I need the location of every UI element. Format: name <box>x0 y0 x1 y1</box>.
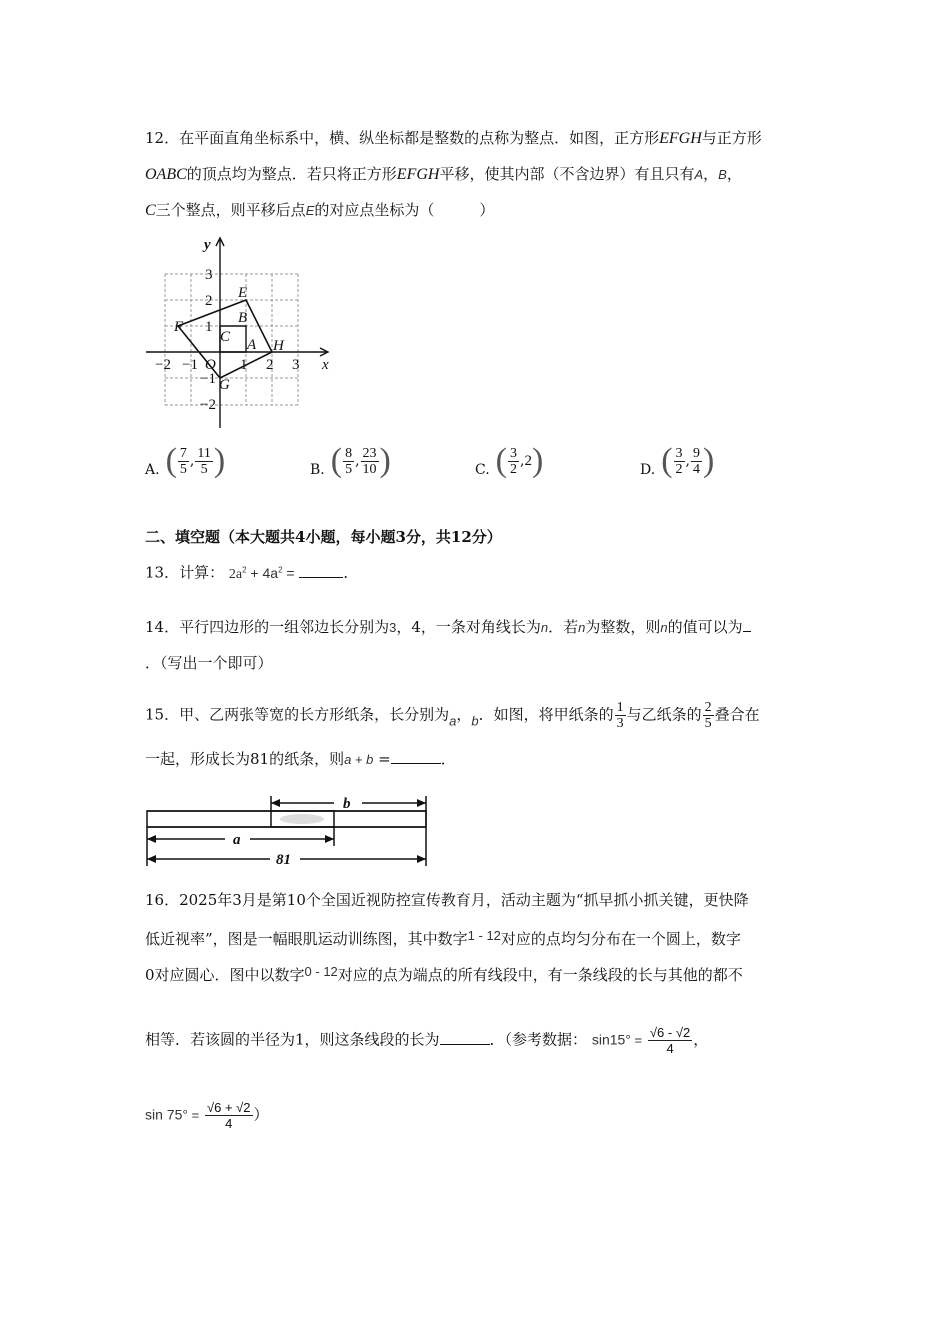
q14-line1: 14．平行四边形的一组邻边长分别为3，4，一条对角线长为n．若n为整数，则n的值可以为 <box>145 617 751 638</box>
y-tick: 3 <box>205 267 213 283</box>
y-tick: −2 <box>200 397 216 413</box>
strip-label-total: 81 <box>276 852 291 868</box>
q16-line4: 相等．若该圆的半径为1，则这条线段的长为 ．（参考数据： sin15° = $\frac{√6 - √2}{4}$ ， <box>145 1025 709 1056</box>
x-tick: −1 <box>182 357 198 373</box>
section-heading: 二、填空题（本大题共4小题，每小题3分，共12分） <box>145 528 502 546</box>
q16-line5: sin 75° = $\frac{√6 + √2}{4}$ ） <box>145 1100 269 1131</box>
strip-label-b: b <box>343 796 351 812</box>
option-a[interactable]: A. ( $\frac{7}{5}$ , $\frac{11}{5}$ ) <box>145 442 226 479</box>
q16-line3: 0对应圆心．图中以数字0 - 12对应的点为端点的所有线段中，有一条线段的长与其他的都不 <box>145 964 743 984</box>
strip-label-a: a <box>233 832 241 848</box>
overlap-blur <box>280 814 324 824</box>
x-tick: 3 <box>292 357 300 373</box>
option-d[interactable]: D. ( $\frac{3}{2}$ , $\frac{9}{4}$ ) <box>640 442 715 479</box>
q12-line2: OABC的顶点均为整点．若只将正方形EFGH平移，使其内部（不含边界）有且只有A，B， <box>145 165 742 183</box>
q16-line2: 低近视率”，图是一幅眼肌运动训练图，其中数字1 - 12对应的点均匀分布在一个圆上，数字 <box>145 928 741 948</box>
option-b[interactable]: B. ( $\frac{8}{5}$ , $\frac{23}{10}$ ) <box>310 442 391 479</box>
point-label-b: B <box>238 310 248 326</box>
q15-line2: 一起，形成长为81的纸条，则a + b = ． <box>145 750 456 768</box>
q12-line3: C三个整点，则平移后点E的对应点坐标为（ ） <box>145 201 495 219</box>
y-axis-label: y <box>204 237 211 253</box>
q15-paper-strip-figure <box>140 790 440 870</box>
q16-line1: 16．2025年3月是第10个全国近视防控宣传教育月，活动主题为“抓早抓小抓关键，更快降 <box>145 891 749 909</box>
option-c[interactable]: C. ( $\frac{3}{2}$ , 2 ) <box>475 442 544 479</box>
q13: 13．计算： $2a^2 + 4a^2$ = ． <box>145 563 359 582</box>
x-axis-label: x <box>322 357 329 373</box>
q14-line2: ．（写出一个即可） <box>145 654 273 672</box>
x-tick: −2 <box>155 357 171 373</box>
q12-coordinate-graph <box>140 232 340 432</box>
point-label-g: G <box>219 377 230 393</box>
q12-line1: 12．在平面直角坐标系中，横、纵坐标都是整数的点称为整点．如图，正方形EFGH与正方形 <box>145 129 762 147</box>
point-label-c: C <box>220 329 231 345</box>
y-tick: −1 <box>200 371 216 387</box>
point-label-f: F <box>174 319 184 335</box>
point-label-a: A <box>247 337 257 353</box>
y-tick: 1 <box>205 319 213 335</box>
x-tick: 1 <box>240 357 248 373</box>
point-label-e: E <box>238 285 248 301</box>
q15-line1: 15．甲、乙两张等宽的长方形纸条，长分别为a，b．如图，将甲纸条的 $\frac{1}{3}$ 与乙纸条的 $\frac{2}{5}$ 叠合在 <box>145 700 760 731</box>
point-label-h: H <box>273 338 284 354</box>
x-tick: 2 <box>266 357 274 373</box>
origin-label: O <box>205 357 216 373</box>
y-tick: 2 <box>205 293 213 309</box>
